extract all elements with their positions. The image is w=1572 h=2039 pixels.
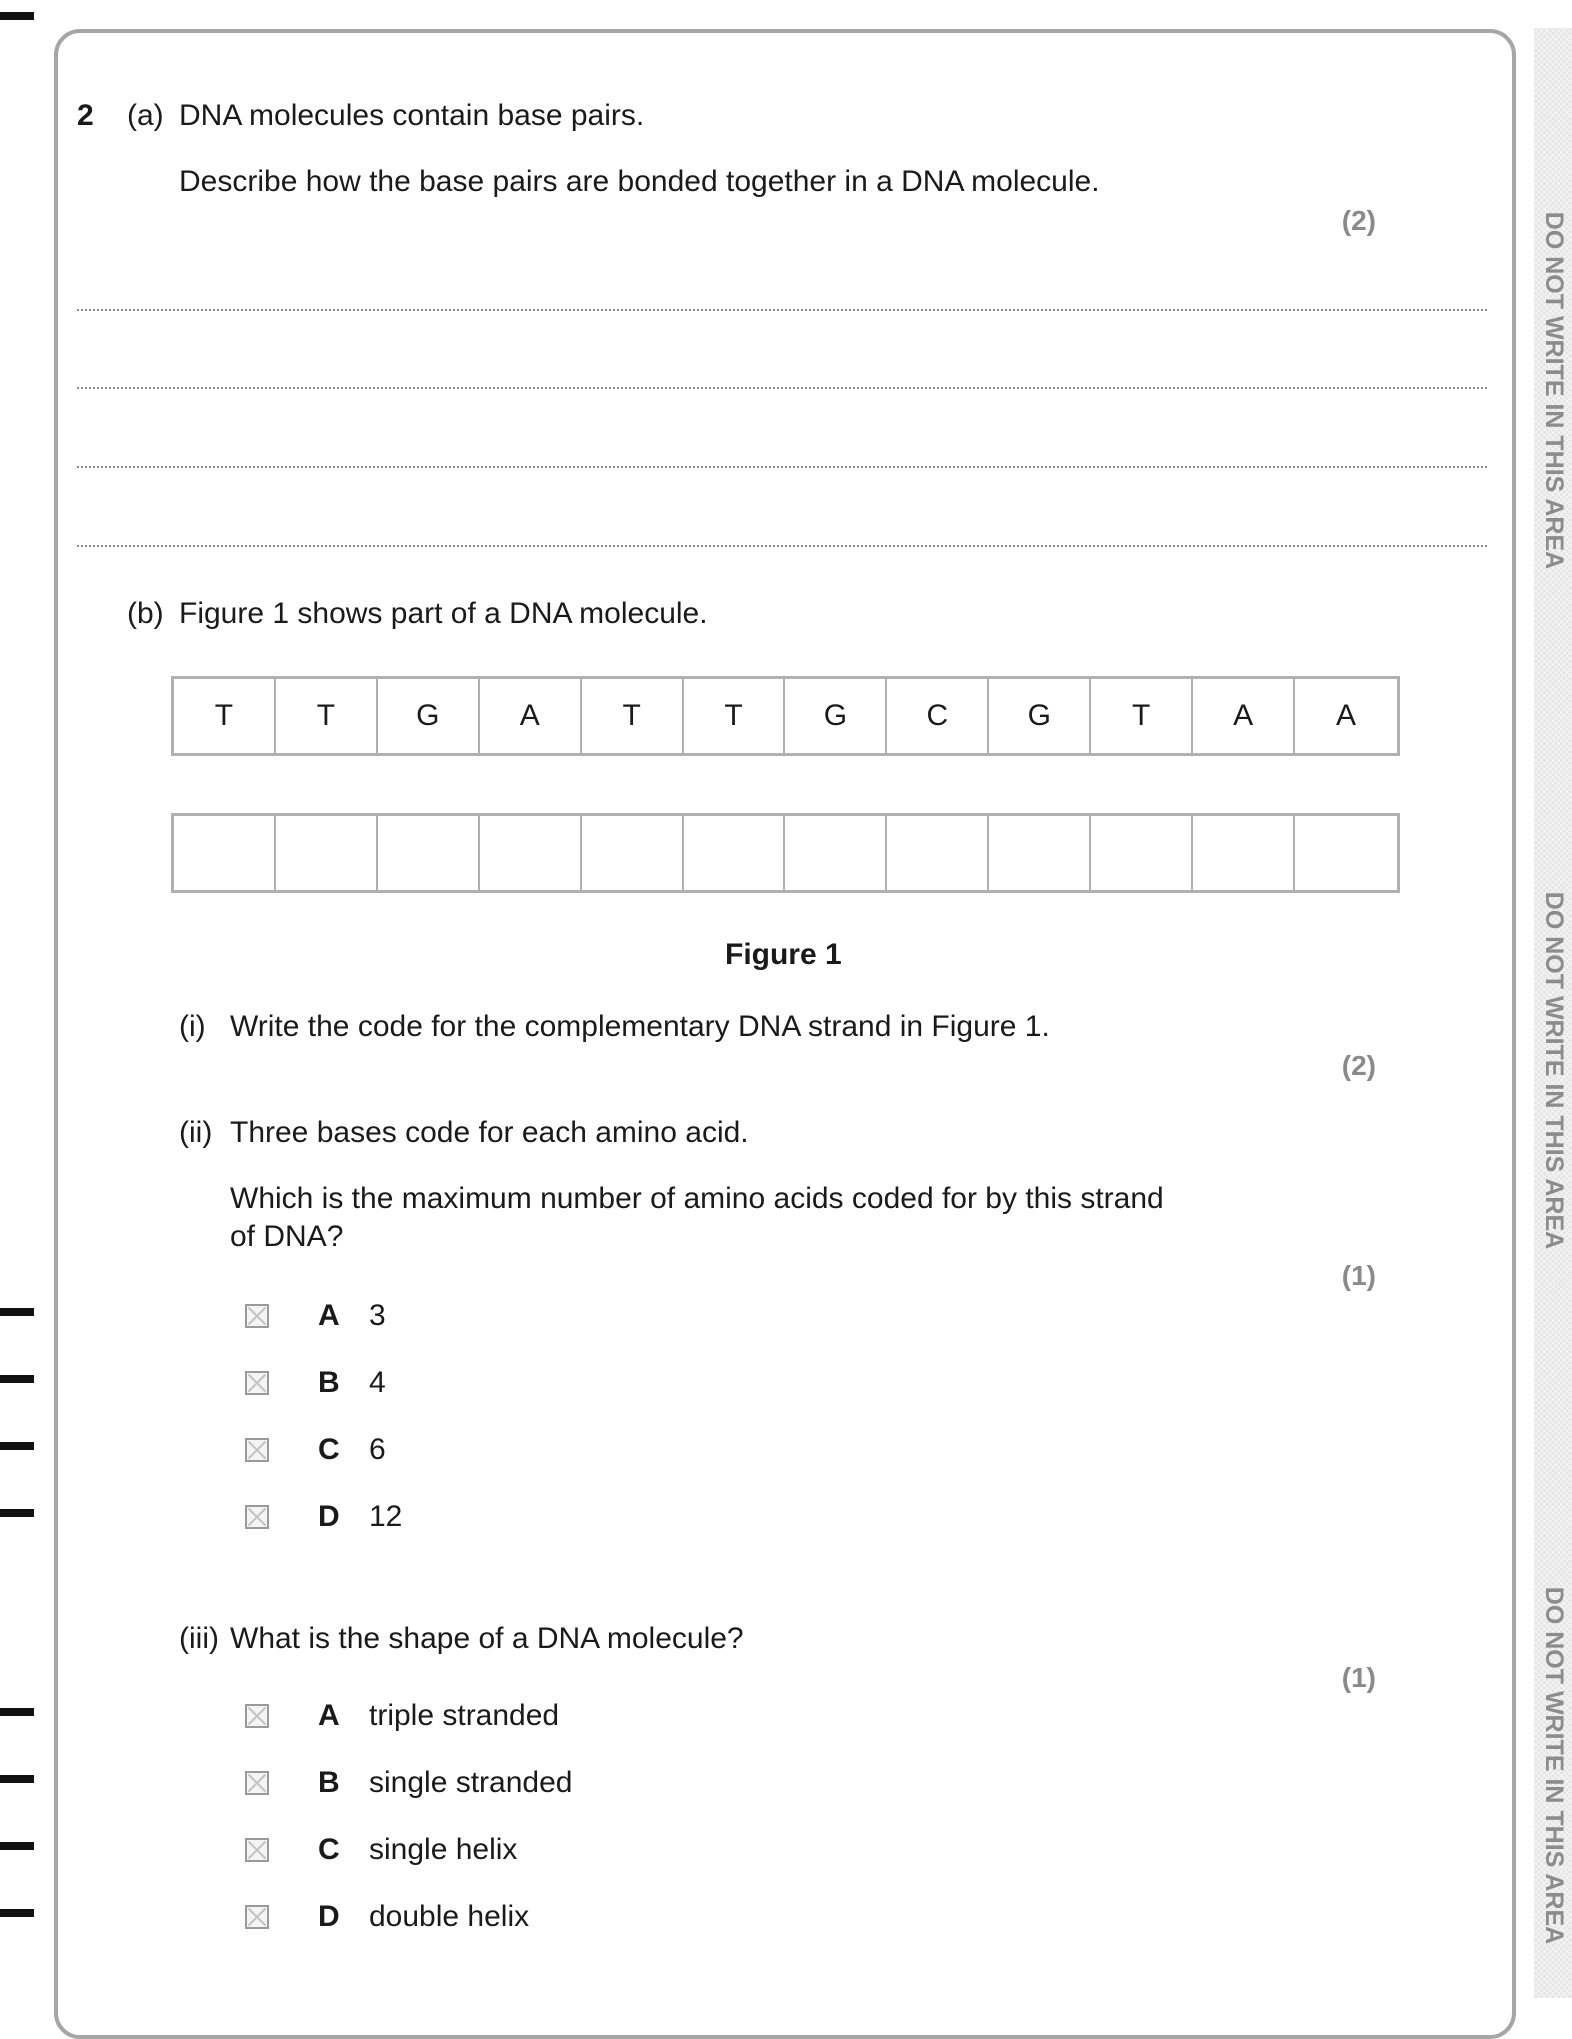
- answer-cell[interactable]: [785, 816, 887, 890]
- option-letter: D: [318, 1900, 340, 1933]
- q-ii-text: Three bases code for each amino acid.: [230, 1116, 749, 1149]
- answer-cell[interactable]: [276, 816, 378, 890]
- option-ii-c[interactable]: [245, 1431, 386, 1469]
- option-letter: D: [318, 1500, 340, 1533]
- q-iii-marks: (1): [1341, 1662, 1376, 1693]
- checkbox-icon[interactable]: [245, 1505, 269, 1529]
- option-text: 12: [369, 1500, 403, 1533]
- figure-caption: Figure 1: [725, 938, 842, 971]
- option-text: 4: [369, 1366, 386, 1399]
- option-iii-a[interactable]: [245, 1697, 560, 1735]
- option-letter: C: [318, 1833, 340, 1866]
- base-cell: C: [887, 679, 989, 753]
- option-iii-d[interactable]: [245, 1898, 530, 1936]
- answer-cell[interactable]: [378, 816, 480, 890]
- checkbox-icon[interactable]: [245, 1905, 269, 1929]
- margin-warning-1: DO NOT WRITE IN THIS AREA: [1540, 211, 1569, 569]
- checkbox-icon[interactable]: [245, 1304, 269, 1328]
- base-cell: G: [378, 679, 480, 753]
- answer-cell[interactable]: [1091, 816, 1193, 890]
- option-text: single stranded: [369, 1766, 573, 1799]
- option-ii-d[interactable]: [245, 1498, 403, 1536]
- edge-mark: [0, 1775, 34, 1783]
- option-letter: C: [318, 1433, 340, 1466]
- q-ii-label: (ii): [179, 1116, 213, 1149]
- q-iii-label: (iii): [179, 1622, 219, 1655]
- checkbox-icon[interactable]: [245, 1771, 269, 1795]
- answer-cell[interactable]: [1295, 816, 1397, 890]
- base-cell: A: [1336, 699, 1357, 732]
- base-cell: T: [174, 679, 276, 753]
- q-i-marks: (2): [1341, 1050, 1376, 1081]
- base-cell: T: [684, 679, 786, 753]
- answer-line[interactable]: [77, 309, 1487, 311]
- option-text: 6: [369, 1433, 386, 1466]
- q-ii-question-line2: of DNA?: [230, 1220, 344, 1253]
- edge-mark: [0, 1375, 34, 1383]
- part-a-instruction: Describe how the base pairs are bonded together in a DNA molecule.: [179, 165, 1100, 198]
- option-letter: B: [318, 1366, 340, 1399]
- dna-strand-given: [171, 676, 1400, 756]
- margin-warning-2: DO NOT WRITE IN THIS AREA: [1540, 891, 1569, 1249]
- question-number: 2: [77, 99, 94, 132]
- base-cell: T: [276, 679, 378, 753]
- option-iii-b[interactable]: [245, 1764, 573, 1802]
- q-i-text: Write the code for the complementary DNA strand in Figure 1.: [230, 1010, 1050, 1043]
- part-a-marks: (2): [1341, 205, 1376, 236]
- edge-mark: [0, 1442, 34, 1450]
- answer-line[interactable]: [77, 466, 1487, 468]
- base-cell: A: [1193, 679, 1295, 753]
- base-cell: A: [480, 679, 582, 753]
- option-text: 3: [369, 1299, 386, 1332]
- q-iii-text: What is the shape of a DNA molecule?: [230, 1622, 744, 1655]
- part-a-stem: DNA molecules contain base pairs.: [179, 99, 645, 132]
- answer-cell[interactable]: [582, 816, 684, 890]
- edge-mark: [0, 1842, 34, 1850]
- dna-strand-complementary: [171, 813, 1400, 893]
- base-cell: G: [785, 679, 887, 753]
- checkbox-icon[interactable]: [245, 1704, 269, 1728]
- option-ii-a[interactable]: [245, 1297, 386, 1335]
- answer-cell[interactable]: [174, 816, 276, 890]
- checkbox-icon[interactable]: [245, 1371, 269, 1395]
- answer-cell[interactable]: [684, 816, 786, 890]
- part-a-label: (a): [127, 99, 164, 132]
- base-cell: G: [989, 679, 1091, 753]
- checkbox-icon[interactable]: [245, 1438, 269, 1462]
- q-ii-marks: (1): [1341, 1260, 1376, 1291]
- q-ii-question-line1: Which is the maximum number of amino acids coded for by this strand: [230, 1182, 1164, 1215]
- answer-cell[interactable]: [989, 816, 1091, 890]
- edge-mark: [0, 12, 34, 20]
- base-cell: T: [582, 679, 684, 753]
- edge-mark: [0, 1308, 34, 1316]
- option-iii-c[interactable]: [245, 1831, 518, 1869]
- answer-line[interactable]: [77, 545, 1487, 547]
- option-letter: B: [318, 1766, 340, 1799]
- option-letter: A: [318, 1299, 340, 1332]
- q-i-label: (i): [179, 1010, 206, 1043]
- base-cell: T: [1091, 679, 1193, 753]
- answer-cell[interactable]: [1193, 816, 1295, 890]
- edge-mark: [0, 1909, 34, 1917]
- edge-mark: [0, 1509, 34, 1517]
- edge-mark: [0, 1708, 34, 1716]
- option-letter: A: [318, 1699, 340, 1732]
- margin-warning-3: DO NOT WRITE IN THIS AREA: [1540, 1586, 1569, 1944]
- part-b-stem: Figure 1 shows part of a DNA molecule.: [179, 597, 708, 630]
- answer-line[interactable]: [77, 387, 1487, 389]
- option-text: single helix: [369, 1833, 518, 1866]
- option-text: triple stranded: [369, 1699, 560, 1732]
- checkbox-icon[interactable]: [245, 1838, 269, 1862]
- option-text: double helix: [369, 1900, 530, 1933]
- answer-cell[interactable]: [480, 816, 582, 890]
- option-ii-b[interactable]: [245, 1364, 386, 1402]
- answer-cell[interactable]: [887, 816, 989, 890]
- part-b-label: (b): [127, 597, 164, 630]
